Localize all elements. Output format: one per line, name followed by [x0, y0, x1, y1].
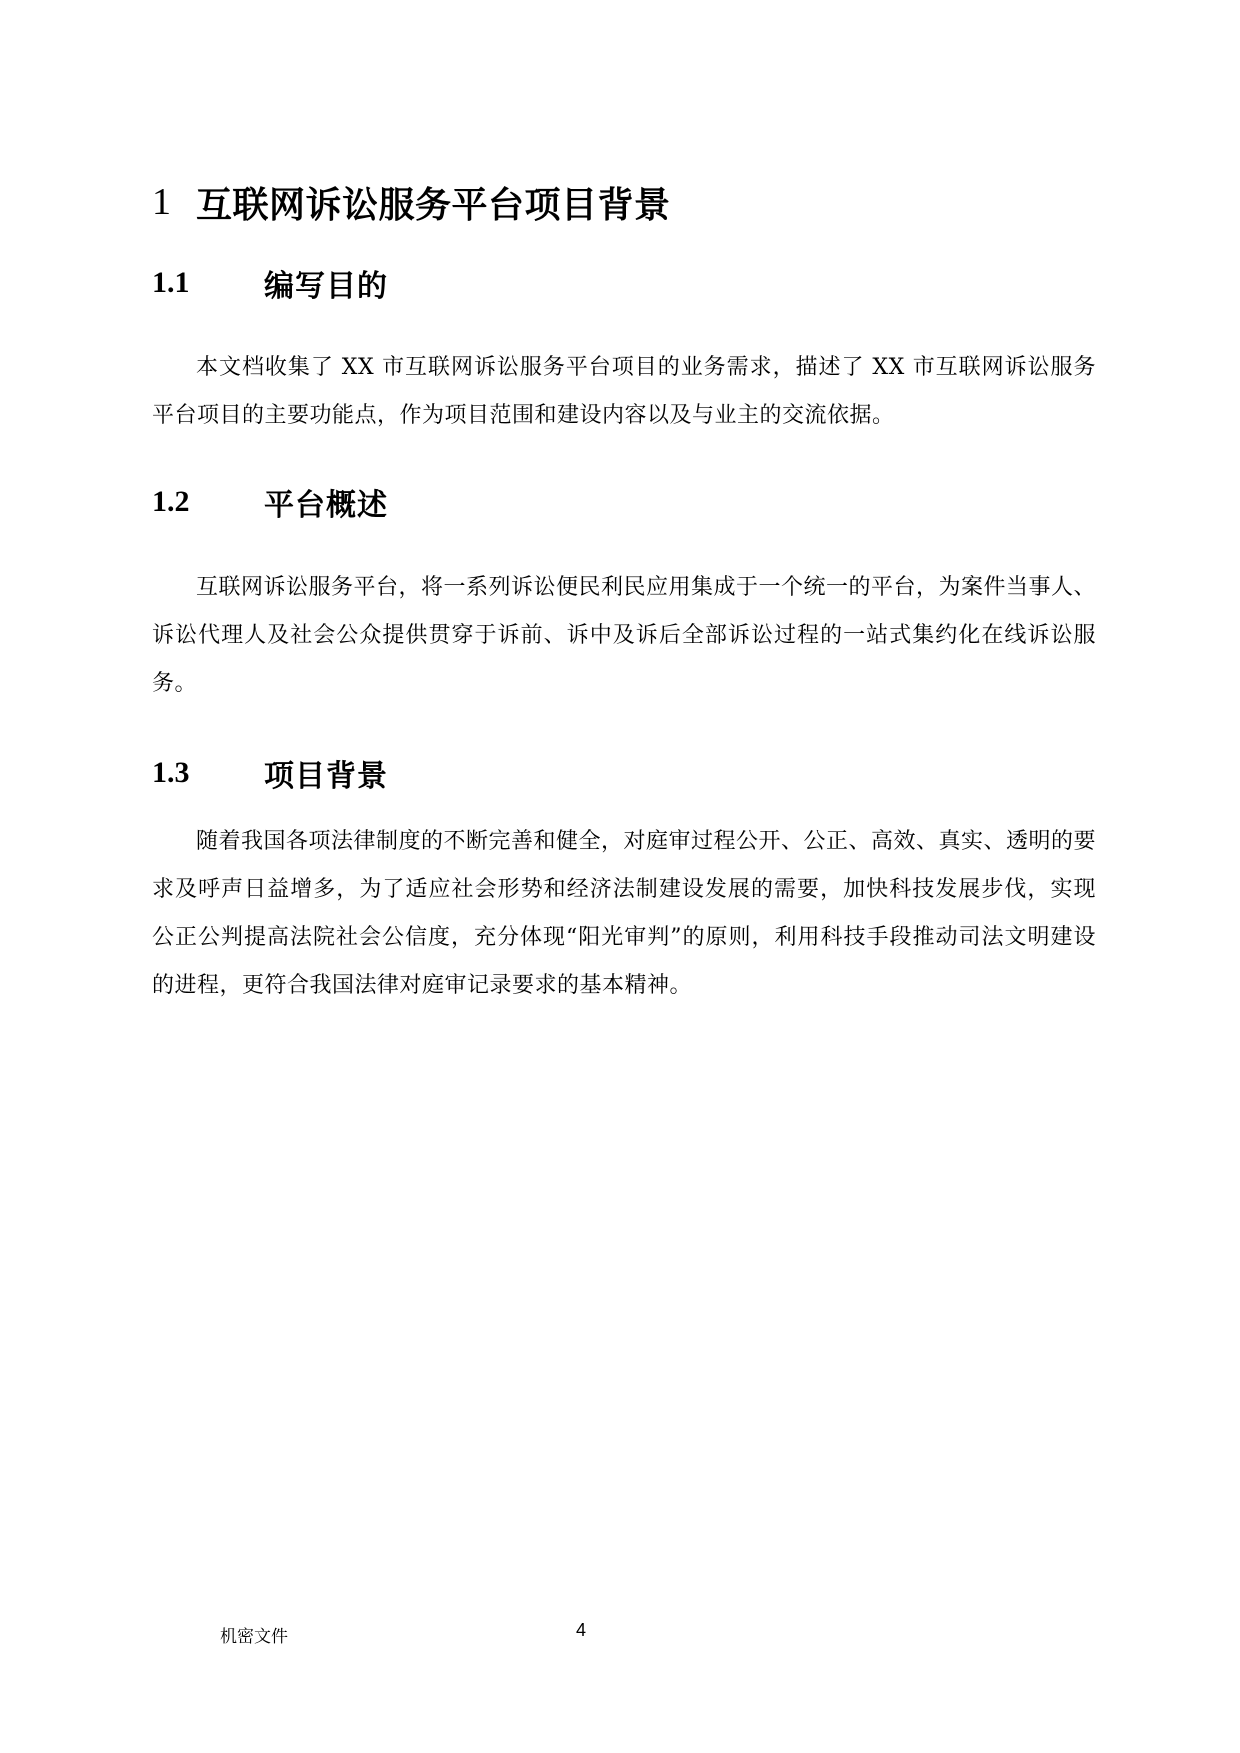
footer-confidential-label: 机密文件 — [220, 1627, 288, 1647]
chapter-number: 1 — [152, 181, 171, 223]
section-paragraph: 随着我国各项法律制度的不断完善和健全，对庭审过程公开、公正、高效、真实、透明的要求及呼声日益增多，为了适应社会形势和经济法制建设发展的需要，加快科技发展步伐，实现公正公判提高法院社会公信度，充分体现“阳光审判”的原则，利用科技手段推动司法文明建设的进程，更符合我国法律对庭审记录要求的基本精神。 — [152, 829, 1097, 998]
section-heading — [152, 477, 388, 527]
section-number: 1.1 — [152, 266, 190, 299]
section-title: 项目背景 — [264, 759, 388, 794]
section-title: 平台概述 — [264, 488, 388, 523]
section-paragraph: 互联网诉讼服务平台，将一系列诉讼便民利民应用集成于一个统一的平台，为案件当事人、诉讼代理人及社会公众提供贯穿于诉前、诉中及诉后全部诉讼过程的一站式集约化在线诉讼服务。 — [152, 575, 1097, 696]
section-number: 1.3 — [152, 756, 190, 789]
section-heading — [152, 748, 388, 798]
chapter-heading — [152, 172, 671, 232]
section-paragraph: 本文档收集了 XX 市互联网诉讼服务平台项目的业务需求，描述了 XX 市互联网诉讼服务平台项目的主要功能点，作为项目范围和建设内容以及与业主的交流依据。 — [152, 355, 1096, 428]
chapter-title: 互联网诉讼服务平台项目背景 — [196, 184, 671, 226]
section-title: 编写目的 — [264, 269, 388, 304]
section-number: 1.2 — [152, 485, 190, 518]
section-heading — [152, 258, 388, 308]
footer-page-number: 4 — [576, 1620, 587, 1640]
